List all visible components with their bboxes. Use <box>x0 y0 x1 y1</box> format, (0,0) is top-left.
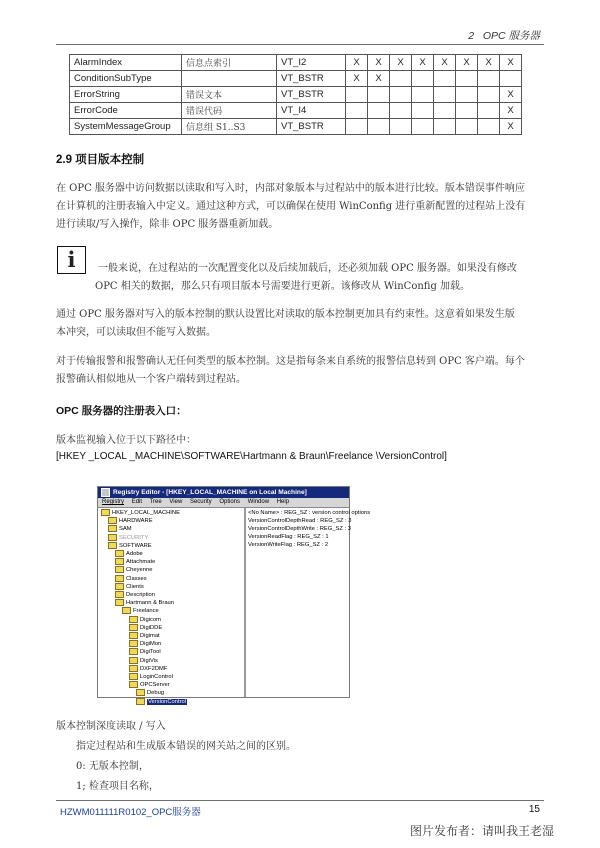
attribute-name: AlarmIndex <box>70 55 182 71</box>
registry-heading: OPC 服务器的注册表入口： <box>56 405 187 417</box>
paragraph-line: 报警确认相似地从一个客户端转到过程站。 <box>56 374 246 385</box>
folder-icon <box>108 525 117 532</box>
registry-tree-node <box>115 599 174 607</box>
attribute-mark: X <box>346 71 368 87</box>
attribute-mark <box>456 71 478 87</box>
folder-icon <box>115 558 124 565</box>
page-footer <box>56 800 544 817</box>
attribute-mark <box>456 87 478 103</box>
registry-tree-node <box>129 624 162 632</box>
registry-tree-node <box>129 632 160 640</box>
menu-view: View <box>169 499 183 505</box>
attribute-description: 错误代码 <box>182 103 277 119</box>
registry-tree-node <box>115 575 147 583</box>
paragraph-version-compare <box>56 180 550 234</box>
registry-key-label: HKEY_LOCAL_MACHINE <box>112 510 180 517</box>
attribute-mark <box>412 119 434 135</box>
attribute-type: VT_I2 <box>277 55 346 71</box>
registry-editor-screenshot <box>97 486 371 705</box>
attribute-description <box>182 71 277 87</box>
attribute-type: VT_I4 <box>277 103 346 119</box>
caption-desc: 指定过程站和生成版本错误的网关站之间的区别。 <box>76 741 296 752</box>
menu-security: Security <box>189 499 212 505</box>
menu-options: Options <box>219 499 241 505</box>
path-intro-text: 版本监视输入位于以下路径中： <box>56 435 196 446</box>
folder-icon <box>129 648 138 655</box>
attribute-mark: X <box>500 103 522 119</box>
registry-key-label: Adobe <box>126 551 143 558</box>
attribute-description: 错误文本 <box>182 87 277 103</box>
registry-tree-node <box>108 517 153 525</box>
attribute-mark: X <box>346 55 368 71</box>
menu-edit: Edit <box>131 499 143 505</box>
document-id: HZWM011111R0102_OPC服务器 <box>60 807 201 818</box>
info-note <box>95 260 548 296</box>
attribute-mark <box>478 119 500 135</box>
registry-path: [HKEY _LOCAL _MACHINE\SOFTWARE\Hartmann & Braun\Freelance \VersionControl] <box>56 451 447 462</box>
registry-key-label: LoginControl <box>140 674 173 681</box>
folder-icon <box>129 640 138 647</box>
attribute-mark <box>478 103 500 119</box>
attribute-mark: X <box>368 55 390 71</box>
paragraph-line: 进行读取/写入操作，除非 OPC 服务器重新加载。 <box>56 219 279 230</box>
registry-tree-node <box>129 665 167 673</box>
folder-icon <box>129 673 138 680</box>
registry-value: VersionWriteFlag : REG_SZ : 2 <box>248 542 329 548</box>
attribute-mark <box>456 103 478 119</box>
caption-item: 1; 检查项目名称， <box>76 781 159 792</box>
chapter-number: 2 <box>468 30 475 42</box>
folder-icon <box>115 550 124 557</box>
attribute-mark <box>412 103 434 119</box>
attribute-type: VT_BSTR <box>277 119 346 135</box>
attribute-mark <box>368 119 390 135</box>
registry-key-label: DigiDDE <box>140 624 163 631</box>
attribute-mark <box>434 103 456 119</box>
folder-icon <box>129 624 138 631</box>
attribute-mark <box>500 71 522 87</box>
attribute-mark <box>412 87 434 103</box>
attribute-name: SystemMessageGroup <box>70 119 182 135</box>
registry-key-label: OPCServer <box>140 682 170 689</box>
regedit-menu-bar <box>98 498 349 508</box>
folder-icon <box>115 575 124 582</box>
attribute-mark: X <box>412 55 434 71</box>
registry-tree-node <box>115 550 143 558</box>
paragraph-line: 本冲突，可以读取但不能写入数据。 <box>56 327 216 338</box>
attribute-description: 信息组 S1..S3 <box>182 119 277 135</box>
registry-tree-node <box>115 591 155 599</box>
registry-key-label: SECURITY <box>119 534 149 541</box>
attribute-mark: X <box>368 71 390 87</box>
registry-tree-node <box>115 558 155 566</box>
registry-tree-node <box>129 640 161 648</box>
attribute-mark <box>434 119 456 135</box>
attribute-table <box>69 54 522 135</box>
registry-tree-node <box>129 616 161 624</box>
registry-value: <No Name> : REG_SZ : version control options <box>248 510 371 516</box>
table-row <box>70 119 522 135</box>
registry-key-label: SAM <box>119 526 132 533</box>
folder-icon <box>108 534 117 541</box>
attribute-mark: X <box>478 55 500 71</box>
registry-tree-node <box>136 698 187 706</box>
paragraph-line: 通过 OPC 服务器对写入的版本控制的默认设置比对读取的版本控制更加具有约束性。这意着如果发生版 <box>56 309 515 320</box>
registry-tree-node <box>108 534 148 542</box>
attribute-mark <box>412 71 434 87</box>
attribute-mark <box>456 119 478 135</box>
attribute-type: VT_BSTR <box>277 87 346 103</box>
registry-tree-node <box>129 673 173 681</box>
attribute-mark <box>368 103 390 119</box>
menu-tree: Tree <box>149 499 162 505</box>
attribute-mark <box>478 71 500 87</box>
registry-key-label: Attachmate <box>126 559 156 566</box>
system-menu-icon <box>101 488 110 497</box>
page-header <box>56 22 544 45</box>
registry-tree-node <box>101 509 180 517</box>
registry-tree-node <box>115 583 144 591</box>
attribute-mark <box>368 87 390 103</box>
paragraph-line: 在 OPC 服务器中访问数据以读取和写入时，内部对象版本与过程站中的版本进行比较。版本错误事件响应 <box>56 183 525 194</box>
folder-icon <box>136 689 145 696</box>
registry-key-label: Classes <box>126 575 147 582</box>
registry-key-label: Digicom <box>140 616 161 623</box>
registry-key-label: DigiTool <box>140 649 161 656</box>
registry-tree-node <box>122 607 159 615</box>
attribute-description: 信息点索引 <box>182 55 277 71</box>
attribute-mark <box>434 71 456 87</box>
attribute-mark: X <box>500 119 522 135</box>
table-row <box>70 55 522 71</box>
attribute-mark: X <box>500 55 522 71</box>
attribute-mark <box>434 87 456 103</box>
attribute-mark <box>390 87 412 103</box>
attribute-type: VT_BSTR <box>277 71 346 87</box>
paragraph-write-control <box>56 306 550 342</box>
regedit-title-bar <box>98 487 349 498</box>
attribute-mark: X <box>456 55 478 71</box>
folder-icon <box>136 698 145 705</box>
registry-tree-node <box>115 566 152 574</box>
chapter-title <box>468 28 540 43</box>
registry-key-label: Digimat <box>140 633 160 640</box>
folder-icon <box>115 599 124 606</box>
info-icon: i <box>57 246 86 274</box>
caption-item: 0: 无版本控制， <box>76 761 149 772</box>
attribute-mark: X <box>390 55 412 71</box>
folder-icon <box>129 616 138 623</box>
attribute-mark: X <box>434 55 456 71</box>
attribute-mark <box>478 87 500 103</box>
registry-tree-node <box>129 657 158 665</box>
folder-icon <box>129 665 138 672</box>
caption-title: 版本控制深度读取 / 写入 <box>56 721 166 732</box>
menu-window: Window <box>247 499 270 505</box>
folder-icon <box>115 566 124 573</box>
attribute-mark <box>390 103 412 119</box>
registry-values <box>248 509 370 549</box>
registry-key-label: DXF2DMF <box>140 665 168 672</box>
registry-value: VersionControlDepthWrite : REG_SZ : 3 <box>248 526 351 532</box>
attribute-mark <box>390 119 412 135</box>
table-row <box>70 71 522 87</box>
registry-tree-node <box>108 542 152 550</box>
registry-tree-node <box>129 681 170 689</box>
folder-icon <box>108 517 117 524</box>
registry-tree-node <box>136 689 164 697</box>
attribute-mark <box>346 119 368 135</box>
registry-key-label: Description <box>126 592 155 599</box>
folder-icon <box>101 509 110 516</box>
registry-value: VersionReadFlag : REG_SZ : 1 <box>248 534 329 540</box>
folder-icon <box>108 542 117 549</box>
folder-icon <box>129 657 138 664</box>
registry-key-label: DigiVis <box>140 657 158 664</box>
registry-key-label: SOFTWARE <box>119 542 152 549</box>
attribute-mark <box>346 87 368 103</box>
menu-registry: Registry <box>102 499 125 505</box>
registry-tree-node <box>108 525 132 533</box>
registry-tree <box>98 508 246 705</box>
menu-help: Help <box>276 499 290 505</box>
paragraph-alarm <box>56 353 550 389</box>
attribute-name: ErrorCode <box>70 103 182 119</box>
registry-key-label: DigiMon <box>140 641 162 648</box>
publisher-watermark: 图片发布者：请叫我王老湿 <box>410 824 555 838</box>
table-row <box>70 103 522 119</box>
regedit-title: Registry Editor - [HKEY_LOCAL_MACHINE on Local Machine] <box>113 489 307 496</box>
attribute-mark: X <box>500 87 522 103</box>
paragraph-line: 对于传输报警和报警确认无任何类型的版本控制。这是指每条来自系统的报警信息转到 OPC 客户端。每个 <box>56 356 525 367</box>
page-number: 15 <box>528 804 540 815</box>
note-line: OPC 相关的数据，那么只有项目版本号需要进行更新。该修改从 WinConfig 加载。 <box>95 281 471 292</box>
registry-value: VersionControlDepthRead : REG_SZ : 3 <box>248 518 352 524</box>
registry-key-label: Hartmann & Braun <box>126 600 175 607</box>
attribute-mark <box>390 71 412 87</box>
registry-key-label: Clients <box>126 583 144 590</box>
folder-icon <box>122 607 131 614</box>
folder-icon <box>115 591 124 598</box>
note-line: 一般来说，在过程站的一次配置变化以及后续加载后，还必须加载 OPC 服务器。如果没有修改 <box>98 263 517 274</box>
section-heading: 2.9 项目版本控制 <box>56 154 145 166</box>
attribute-mark <box>346 103 368 119</box>
folder-icon <box>115 583 124 590</box>
registry-key-label: Freelance <box>133 608 159 615</box>
registry-tree-node <box>129 648 161 656</box>
version-depth-description <box>56 717 296 797</box>
path-intro <box>56 432 550 450</box>
paragraph-line: 在计算机的注册表输入中定义。通过这种方式，可以确保在使用 WinConfig 进行重新配置的过程站上没有 <box>56 201 526 212</box>
folder-icon <box>129 632 138 639</box>
folder-icon <box>129 681 138 688</box>
attribute-name: ConditionSubType <box>70 71 182 87</box>
table-row <box>70 87 522 103</box>
registry-key-label: Debug <box>147 690 165 697</box>
registry-key-label: VersionControl <box>148 698 187 705</box>
registry-key-label: HARDWARE <box>119 518 153 525</box>
chapter-name: OPC 服务器 <box>482 30 540 42</box>
attribute-name: ErrorString <box>70 87 182 103</box>
registry-key-label: Cheyenne <box>126 567 153 574</box>
